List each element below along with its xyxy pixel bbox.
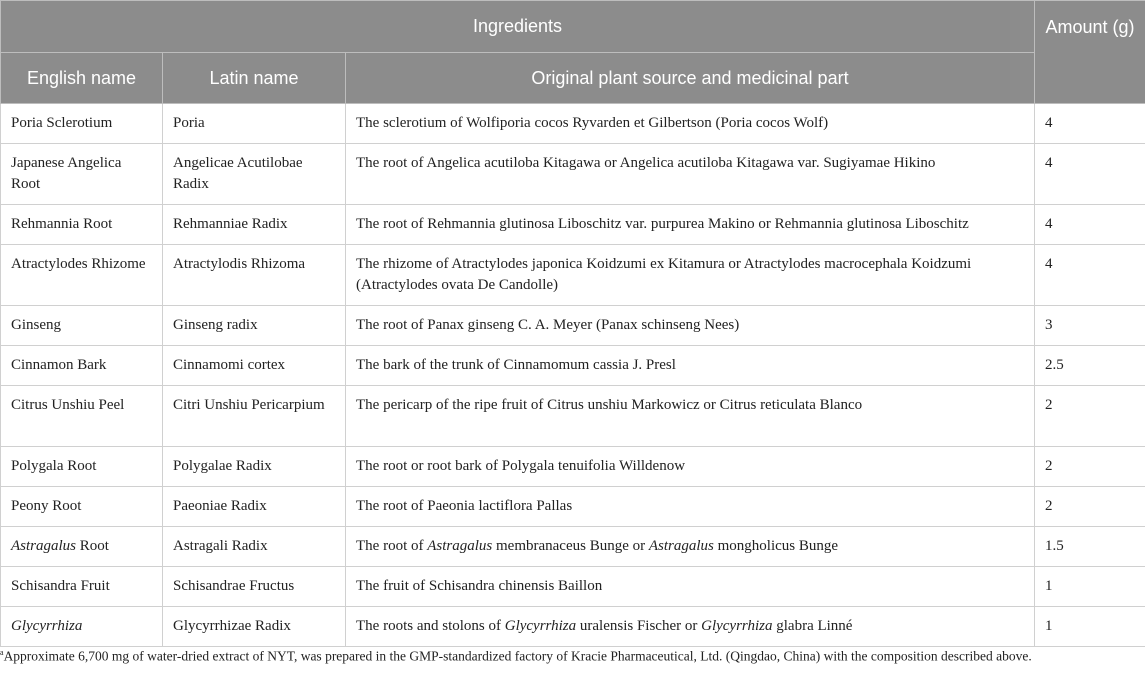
header-ingredients: Ingredients	[1, 1, 1035, 53]
cell-amount: 4	[1035, 104, 1145, 144]
table-row	[1, 607, 1145, 647]
cell-amount: 2	[1035, 386, 1145, 447]
cell-amount: 4	[1035, 205, 1145, 245]
cell-plant-source: The pericarp of the ripe fruit of Citrus unshiu Markowicz or Citrus reticulata Blanco	[346, 386, 1035, 447]
cell-latin-name: Glycyrrhizae Radix	[163, 607, 346, 647]
table-row	[1, 567, 1145, 607]
italic-genus: Glycyrrhiza	[701, 618, 773, 634]
cell-english-name: Ginseng	[1, 306, 163, 346]
table-footnote	[0, 643, 1140, 666]
footnote-marker: a	[0, 648, 4, 657]
cell-plant-source: The bark of the trunk of Cinnamomum cassia J. Presl	[346, 346, 1035, 386]
cell-latin-name: Schisandrae Fructus	[163, 567, 346, 607]
table-row	[1, 245, 1145, 306]
cell-latin-name: Astragali Radix	[163, 527, 346, 567]
cell-latin-name: Rehmanniae Radix	[163, 205, 346, 245]
cell-amount: 1	[1035, 567, 1145, 607]
cell-english-name: Rehmannia Root	[1, 205, 163, 245]
cell-plant-source: The roots and stolons of Glycyrrhiza uralensis Fischer or Glycyrrhiza glabra Linné	[346, 607, 1035, 647]
header-english-name: English name	[1, 53, 163, 104]
cell-latin-name: Ginseng radix	[163, 306, 346, 346]
cell-english-name: Atractylodes Rhizome	[1, 245, 163, 306]
cell-amount: 4	[1035, 245, 1145, 306]
cell-plant-source: The root or root bark of Polygala tenuifolia Willdenow	[346, 447, 1035, 487]
header-latin-name: Latin name	[163, 53, 346, 104]
cell-plant-source: The sclerotium of Wolfiporia cocos Ryvarden et Gilbertson (Poria cocos Wolf)	[346, 104, 1035, 144]
cell-amount: 3	[1035, 306, 1145, 346]
table-row	[1, 386, 1145, 447]
italic-genus: Glycyrrhiza	[504, 618, 577, 634]
cell-english-name: Poria Sclerotium	[1, 104, 163, 144]
italic-genus: Glycyrrhiza	[11, 618, 83, 634]
italic-genus: Astragalus	[11, 538, 77, 554]
cell-latin-name: Poria	[163, 104, 346, 144]
cell-english-name	[1, 607, 163, 647]
cell-amount: 1	[1035, 607, 1145, 647]
italic-genus: Astragalus	[648, 538, 714, 554]
cell-amount: 1.5	[1035, 527, 1145, 567]
footnote-text: Approximate 6,700 mg of water-dried extract of NYT, was prepared in the GMP-standardized factory of Kracie Pharmaceutical, Ltd. (Qingdao, China) with the composition described above.	[3, 648, 1032, 664]
table-row	[1, 306, 1145, 346]
cell-latin-name: Atractylodis Rhizoma	[163, 245, 346, 306]
header-amount: Amount (g)	[1035, 1, 1145, 104]
table-row	[1, 346, 1145, 386]
cell-latin-name: Polygalae Radix	[163, 447, 346, 487]
cell-english-name: Peony Root	[1, 487, 163, 527]
cell-plant-source: The root of Rehmannia glutinosa Liboschitz var. purpurea Makino or Rehmannia glutinosa Liboschitz	[346, 205, 1035, 245]
cell-plant-source: The root of Astragalus membranaceus Bunge or Astragalus mongholicus Bunge	[346, 527, 1035, 567]
cell-plant-source: The root of Angelica acutiloba Kitagawa or Angelica acutiloba Kitagawa var. Sugiyamae Hikino	[346, 144, 1035, 205]
cell-amount: 4	[1035, 144, 1145, 205]
cell-latin-name: Angelicae Acutilobae Radix	[163, 144, 346, 205]
cell-english-name: Polygala Root	[1, 447, 163, 487]
cell-english-name: Cinnamon Bark	[1, 346, 163, 386]
cell-plant-source: The root of Panax ginseng C. A. Meyer (Panax schinseng Nees)	[346, 306, 1035, 346]
cell-plant-source: The fruit of Schisandra chinensis Baillon	[346, 567, 1035, 607]
cell-latin-name: Cinnamomi cortex	[163, 346, 346, 386]
cell-english-name: Astragalus Root	[1, 527, 163, 567]
table-row	[1, 104, 1145, 144]
cell-amount: 2.5	[1035, 346, 1145, 386]
cell-english-name: Citrus Unshiu Peel	[1, 386, 163, 447]
table-row	[1, 205, 1145, 245]
cell-plant-source: The rhizome of Atractylodes japonica Koidzumi ex Kitamura or Atractylodes macrocephala Koidzumi (Atractylodes ovata De Candolle)	[346, 245, 1035, 306]
italic-genus: Astragalus	[427, 538, 493, 554]
cell-latin-name: Paeoniae Radix	[163, 487, 346, 527]
table-row	[1, 487, 1145, 527]
table-row	[1, 527, 1145, 567]
header-plant-source: Original plant source and medicinal part	[346, 53, 1035, 104]
cell-amount: 2	[1035, 447, 1145, 487]
cell-english-name: Japanese Angelica Root	[1, 144, 163, 205]
cell-plant-source: The root of Paeonia lactiflora Pallas	[346, 487, 1035, 527]
table-row	[1, 144, 1145, 205]
cell-amount: 2	[1035, 487, 1145, 527]
cell-latin-name: Citri Unshiu Pericarpium	[163, 386, 346, 447]
table-row	[1, 447, 1145, 487]
cell-english-name: Schisandra Fruit	[1, 567, 163, 607]
